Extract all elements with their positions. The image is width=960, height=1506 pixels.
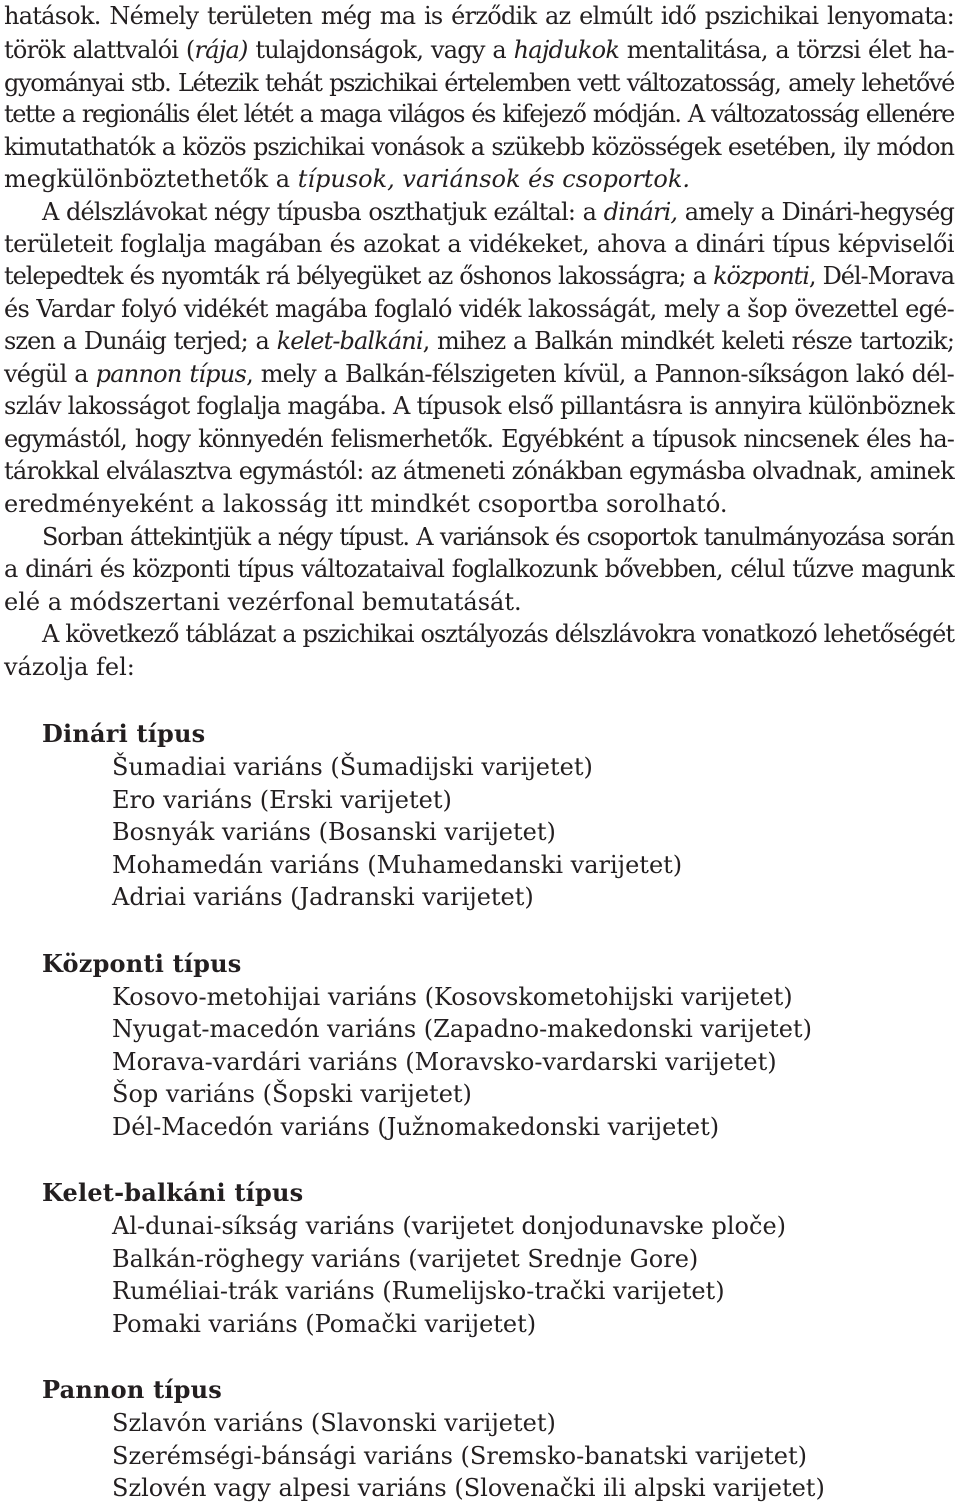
paragraph-2-line-3: telepedtek és nyomták rá bélyegüket az őshonos lakosságra; a központi, Dél-Morava bbox=[4, 262, 954, 290]
paragraph-2-line-6: végül a pannon típus, mely a Balkán-félszigeten kívül, a Pannon-síkságon lakó dél- bbox=[4, 360, 955, 388]
paragraph-1-line-2: török alattvalói (rája) tulajdonságok, vagy a hajdukok mentalitása, a törzsi élet ha- bbox=[4, 36, 954, 64]
list-item: Dél-Macedón variáns (Južnomakedonski varijetet) bbox=[112, 1113, 720, 1141]
paragraph-1-line-5: kimutathatók a közös pszichikai vonások a szükebb közösségek esetében, ily módon bbox=[4, 133, 954, 161]
list-item: Ero variáns (Erski varijetet) bbox=[112, 786, 452, 814]
paragraph-2-line-10: eredményeként a lakosság itt mindkét csoportba sorolható. bbox=[4, 490, 728, 518]
paragraph-4-line-1: A következő táblázat a pszichikai osztályozás délszlávokra vonatkozó lehetőségét bbox=[42, 620, 954, 648]
type-heading-dinari: Dinári típus bbox=[42, 719, 206, 748]
list-item: Šop variáns (Šopski varijetet) bbox=[112, 1080, 472, 1108]
paragraph-1-line-1: hatások. Némely területen még ma is érződik az elmúlt idő pszichikai lenyomata: bbox=[4, 2, 954, 30]
list-item: Balkán-röghegy variáns (varijetet Srednje Gore) bbox=[112, 1245, 699, 1273]
list-item: Mohamedán variáns (Muhamedanski varijetet) bbox=[112, 851, 683, 879]
list-item: Morava-vardári variáns (Moravsko-vardarski varijetet) bbox=[112, 1048, 777, 1076]
list-item: Szerémségi-bánsági variáns (Sremsko-banatski varijetet) bbox=[112, 1442, 807, 1470]
paragraph-2-line-4: és Vardar folyó vidékét magába foglaló vidék lakosságát, mely a šop övezettel egé- bbox=[4, 295, 954, 323]
list-item: Nyugat-macedón variáns (Zapadno-makedonski varijetet) bbox=[112, 1015, 812, 1043]
paragraph-1-line-4: tette a regionális élet létét a maga világos és kifejező módján. A változatosság ellenére bbox=[4, 100, 954, 128]
paragraph-3-line-1: Sorban áttekintjük a négy típust. A variánsok és csoportok tanulmányozása során bbox=[42, 523, 954, 551]
paragraph-4-line-2: vázolja fel: bbox=[4, 653, 135, 681]
list-item: Kosovo-metohijai variáns (Kosovskometohijski varijetet) bbox=[112, 983, 793, 1011]
paragraph-2-line-5: szen a Dunáig terjed; a kelet-balkáni, mihez a Balkán mindkét keleti része tartozik; bbox=[4, 327, 955, 355]
type-heading-kelet-balkani: Kelet-balkáni típus bbox=[42, 1178, 304, 1207]
list-item: Szlavón variáns (Slavonski varijetet) bbox=[112, 1409, 556, 1437]
paragraph-2-line-2: területeit foglalja magában és azokat a vidékeket, ahova a dinári típus képviselői bbox=[4, 230, 954, 258]
paragraph-2-line-1: A délszlávokat négy típusba oszthatjuk ezáltal: a dinári, amely a Dinári-hegység bbox=[42, 198, 954, 226]
list-item: Szlovén vagy alpesi variáns (Slovenački ili alpski varijetet) bbox=[112, 1474, 825, 1502]
list-item: Šumadiai variáns (Šumadijski varijetet) bbox=[112, 753, 593, 781]
paragraph-2-line-7: szláv lakosságot foglalja magába. A típusok első pillantásra is annyira különböznek bbox=[4, 392, 955, 420]
list-item: Ruméliai-trák variáns (Rumelijsko-trački varijetet) bbox=[112, 1277, 725, 1305]
list-item: Adriai variáns (Jadranski varijetet) bbox=[112, 883, 534, 911]
list-item: Al-dunai-síkság variáns (varijetet donjodunavske ploče) bbox=[112, 1212, 787, 1240]
paragraph-3-line-3: elé a módszertani vezérfonal bemutatását. bbox=[4, 588, 522, 616]
paragraph-1-line-6: megkülönböztethetők a típusok, variánsok és csoportok. bbox=[4, 165, 691, 193]
type-heading-pannon: Pannon típus bbox=[42, 1375, 223, 1404]
list-item: Bosnyák variáns (Bosanski varijetet) bbox=[112, 818, 556, 846]
paragraph-3-line-2: a dinári és központi típus változataival foglalkozunk bővebben, célul tűzve magunk bbox=[4, 555, 954, 583]
paragraph-2-line-9: tárokkal elválasztva egymástól: az átmeneti zónákban egymásba olvadnak, aminek bbox=[4, 457, 954, 485]
list-item: Pomaki variáns (Pomački varijetet) bbox=[112, 1310, 537, 1338]
type-heading-kozponti: Központi típus bbox=[42, 949, 242, 978]
paragraph-2-line-8: egymástól, hogy könnyedén felismerhetők. Egyébként a típusok nincsenek éles ha- bbox=[4, 425, 954, 453]
paragraph-1-line-3: gyományai stb. Létezik tehát pszichikai értelemben vett változatosság, amely lehetővé bbox=[4, 69, 954, 97]
